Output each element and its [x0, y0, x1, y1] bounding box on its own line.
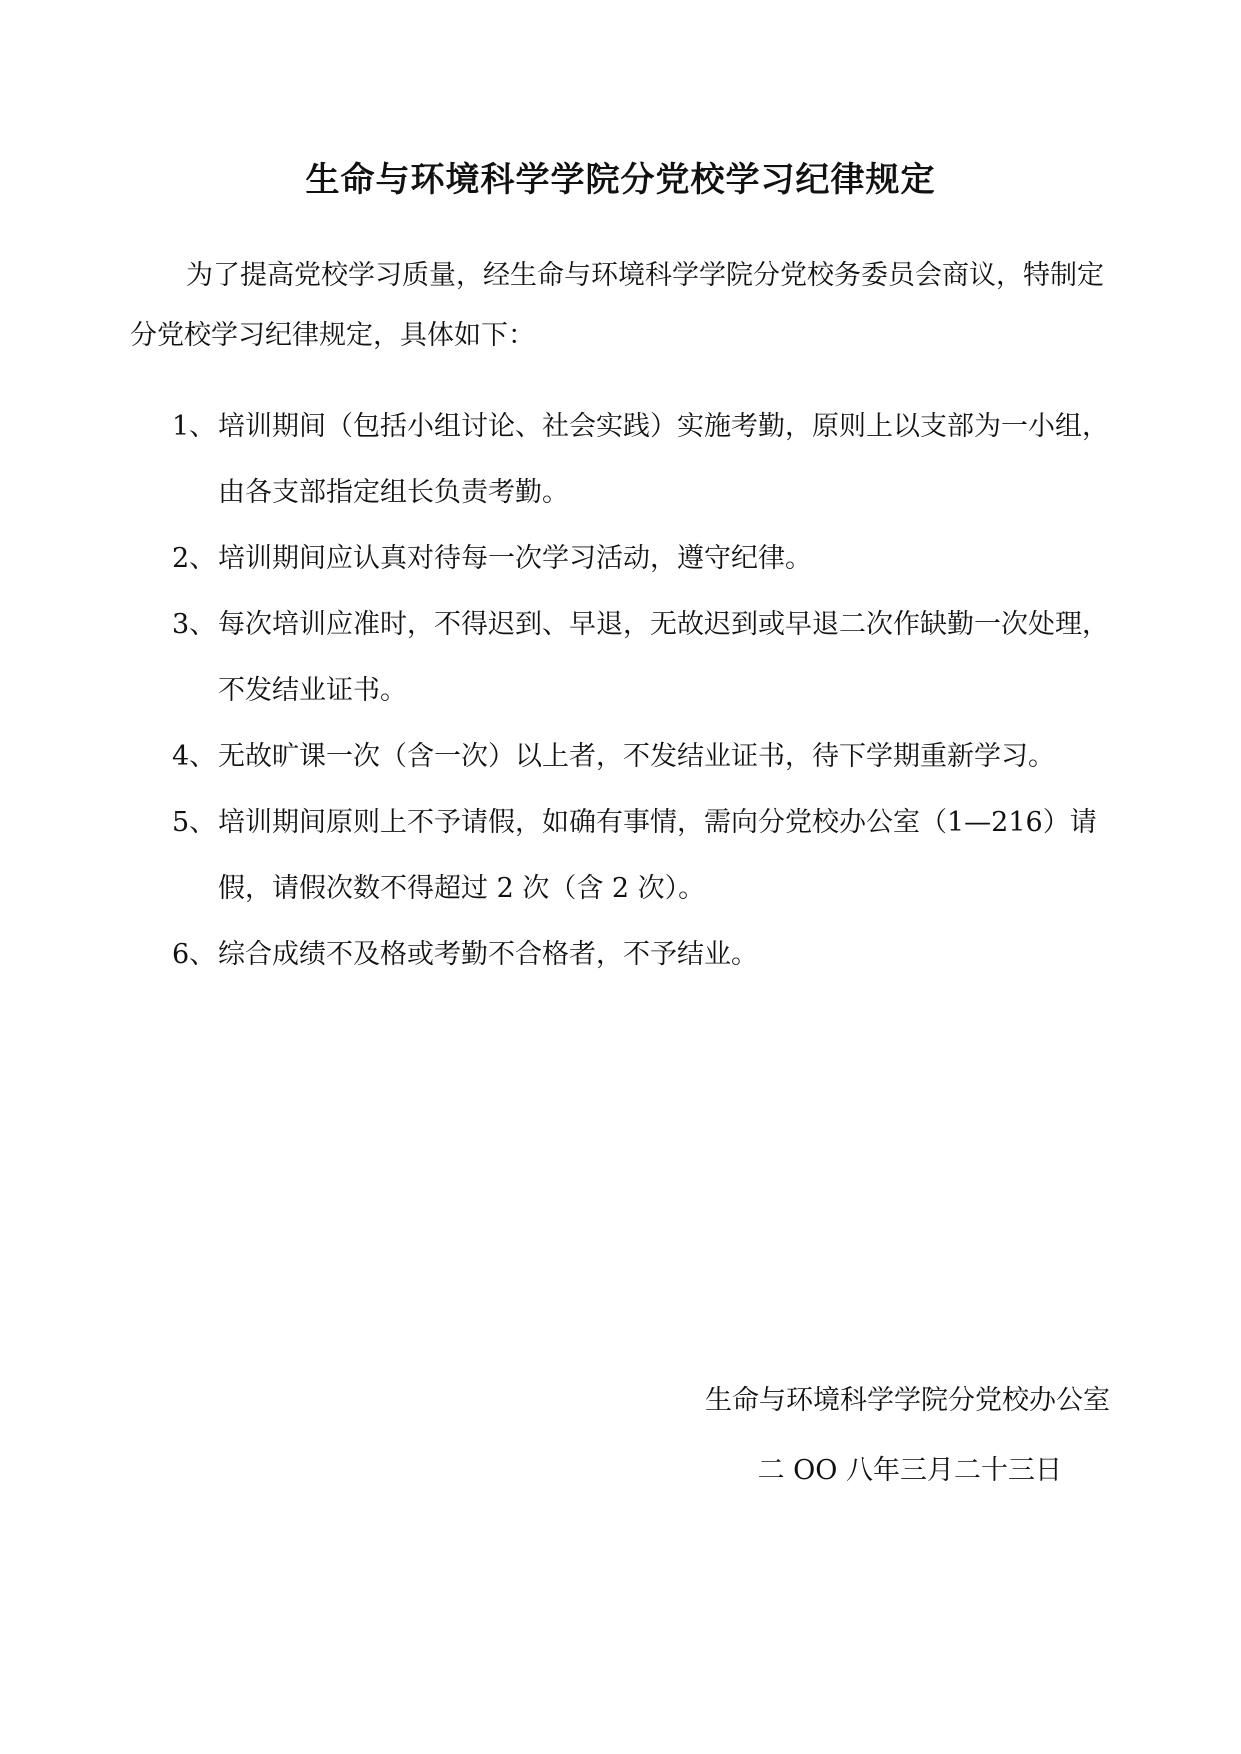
rule-text: 综合成绩不及格或考勤不合格者，不予结业。	[218, 939, 758, 970]
rule-item-1	[172, 394, 1112, 526]
document-title: 生命与环境科学学院分党校学习纪律规定	[305, 160, 936, 200]
rule-text: 无故旷课一次（含一次）以上者，不发结业证书，待下学期重新学习。	[218, 741, 1055, 772]
rule-text: 培训期间原则上不予请假，如确有事情，需向分党校办公室（1—216）请假，请假次数不得超过 2 次（含 2 次）。	[218, 807, 1097, 904]
rules-list	[172, 394, 1112, 988]
signature-block	[705, 1366, 1110, 1506]
rule-item-5	[172, 790, 1112, 922]
intro-paragraph: 为了提高党校学习质量，经生命与环境科学学院分党校务委员会商议，特制定分党校学习纪律规定，具体如下：	[130, 260, 1104, 351]
rule-item-3	[172, 592, 1112, 724]
issuing-office: 生命与环境科学学院分党校办公室	[705, 1385, 1110, 1416]
rule-text: 培训期间应认真对待每一次学习活动，遵守纪律。	[218, 543, 812, 574]
rule-number: 4、	[172, 741, 217, 772]
rule-item-2	[172, 526, 1112, 592]
rule-number: 3、	[172, 609, 217, 640]
rule-number: 6、	[172, 939, 217, 970]
rule-number: 1、	[172, 411, 217, 442]
rule-number: 5、	[172, 807, 217, 838]
issue-date: 二 OO 八年三月二十三日	[757, 1455, 1062, 1486]
rule-text: 每次培训应准时，不得迟到、早退，无故迟到或早退二次作缺勤一次处理，不发结业证书。	[218, 609, 1109, 706]
rule-item-4	[172, 724, 1112, 790]
rule-number: 2、	[172, 543, 217, 574]
rule-text: 培训期间（包括小组讨论、社会实践）实施考勤，原则上以支部为一小组，由各支部指定组长负责考勤。	[218, 411, 1109, 508]
rule-item-6	[172, 922, 1112, 988]
